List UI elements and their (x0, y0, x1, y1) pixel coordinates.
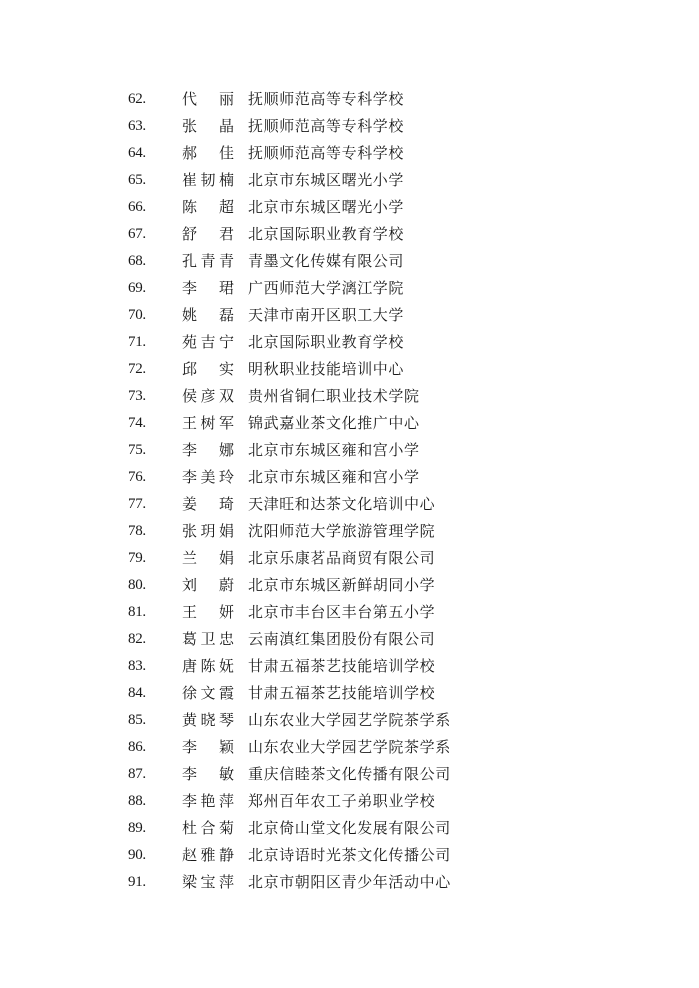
list-item (0, 410, 699, 437)
entry-person-name: 李 敏 (182, 765, 234, 783)
entry-person-name: 陈 超 (182, 198, 234, 216)
list-item (0, 626, 699, 653)
list-item (0, 302, 699, 329)
entry-person-name: 梁宝萍 (182, 873, 234, 891)
entry-organization: 抚顺师范高等专科学校 (248, 117, 405, 135)
entry-number: 63. (128, 118, 146, 134)
entry-number: 75. (128, 442, 146, 458)
entry-person-name: 苑吉宁 (182, 333, 234, 351)
entry-number: 66. (128, 199, 146, 215)
list-item (0, 815, 699, 842)
entry-number: 73. (128, 388, 146, 404)
entry-person-name: 姚 磊 (182, 306, 234, 324)
entry-person-name: 李 珺 (182, 279, 234, 297)
entry-number: 68. (128, 253, 146, 269)
entry-person-name: 黄晓琴 (182, 711, 234, 729)
list-item (0, 761, 699, 788)
entry-number: 89. (128, 820, 146, 836)
list-item (0, 599, 699, 626)
entry-number: 78. (128, 523, 146, 539)
list-item (0, 545, 699, 572)
entry-organization: 甘肃五福茶艺技能培训学校 (248, 684, 436, 702)
entry-number: 80. (128, 577, 146, 593)
entry-number: 77. (128, 496, 146, 512)
entry-person-name: 王树军 (182, 414, 234, 432)
entry-person-name: 李 颖 (182, 738, 234, 756)
entry-person-name: 王 妍 (182, 603, 234, 621)
entry-organization: 北京国际职业教育学校 (248, 225, 405, 243)
entry-organization: 北京国际职业教育学校 (248, 333, 405, 351)
entry-organization: 重庆信睦茶文化传播有限公司 (248, 765, 451, 783)
list-item (0, 329, 699, 356)
entry-organization: 北京市东城区曙光小学 (248, 198, 405, 216)
entry-number: 76. (128, 469, 146, 485)
entry-number: 82. (128, 631, 146, 647)
entry-person-name: 郝 佳 (182, 144, 234, 162)
entry-number: 88. (128, 793, 146, 809)
list-item (0, 248, 699, 275)
entry-organization: 北京乐康茗品商贸有限公司 (248, 549, 436, 567)
entry-person-name: 刘 蔚 (182, 576, 234, 594)
entry-person-name: 李美玲 (182, 468, 234, 486)
list-item (0, 518, 699, 545)
list-item (0, 383, 699, 410)
entry-organization: 北京倚山堂文化发展有限公司 (248, 819, 451, 837)
entry-organization: 北京市东城区新鲜胡同小学 (248, 576, 436, 594)
list-item (0, 491, 699, 518)
entry-person-name: 徐文霞 (182, 684, 234, 702)
entry-number: 62. (128, 91, 146, 107)
entry-number: 84. (128, 685, 146, 701)
list-item (0, 221, 699, 248)
entry-organization: 北京市东城区雍和宫小学 (248, 468, 420, 486)
entry-number: 83. (128, 658, 146, 674)
entry-organization: 北京市丰台区丰台第五小学 (248, 603, 436, 621)
list-item (0, 734, 699, 761)
entry-number: 69. (128, 280, 146, 296)
entry-number: 64. (128, 145, 146, 161)
entry-organization: 郑州百年农工子弟职业学校 (248, 792, 436, 810)
entry-organization: 青墨文化传媒有限公司 (248, 252, 405, 270)
list-item (0, 572, 699, 599)
entry-organization: 云南滇红集团股份有限公司 (248, 630, 436, 648)
entry-number: 87. (128, 766, 146, 782)
entry-person-name: 唐陈妩 (182, 657, 234, 675)
entry-organization: 山东农业大学园艺学院茶学系 (248, 738, 451, 756)
entry-number: 79. (128, 550, 146, 566)
entry-number: 81. (128, 604, 146, 620)
list-item (0, 842, 699, 869)
entry-person-name: 舒 君 (182, 225, 234, 243)
list-item (0, 437, 699, 464)
entry-person-name: 杜合菊 (182, 819, 234, 837)
entry-organization: 天津旺和达茶文化培训中心 (248, 495, 436, 513)
entry-person-name: 孔青青 (182, 252, 234, 270)
entry-number: 86. (128, 739, 146, 755)
entry-organization: 抚顺师范高等专科学校 (248, 90, 405, 108)
list-item (0, 653, 699, 680)
entry-number: 70. (128, 307, 146, 323)
list-item (0, 275, 699, 302)
list-item (0, 140, 699, 167)
entry-person-name: 崔韧楠 (182, 171, 234, 189)
list-item (0, 167, 699, 194)
entry-number: 85. (128, 712, 146, 728)
entry-person-name: 葛卫忠 (182, 630, 234, 648)
list-item (0, 869, 699, 896)
list-item (0, 194, 699, 221)
entry-organization: 沈阳师范大学旅游管理学院 (248, 522, 436, 540)
entry-number: 65. (128, 172, 146, 188)
entry-person-name: 代 丽 (182, 90, 234, 108)
list-item (0, 113, 699, 140)
entry-person-name: 李 娜 (182, 441, 234, 459)
list-item (0, 464, 699, 491)
entry-organization: 锦武嘉业茶文化推广中心 (248, 414, 420, 432)
entry-person-name: 赵雅静 (182, 846, 234, 864)
entry-organization: 北京市东城区曙光小学 (248, 171, 405, 189)
list-item (0, 680, 699, 707)
list-item (0, 86, 699, 113)
entry-organization: 广西师范大学漓江学院 (248, 279, 405, 297)
entry-organization: 贵州省铜仁职业技术学院 (248, 387, 420, 405)
entry-organization: 北京市朝阳区青少年活动中心 (248, 873, 451, 891)
entry-number: 67. (128, 226, 146, 242)
entry-organization: 抚顺师范高等专科学校 (248, 144, 405, 162)
name-list (0, 86, 699, 896)
entry-person-name: 侯彦双 (182, 387, 234, 405)
entry-organization: 明秋职业技能培训中心 (248, 360, 405, 378)
entry-person-name: 李艳萍 (182, 792, 234, 810)
entry-number: 90. (128, 847, 146, 863)
entry-person-name: 张 晶 (182, 117, 234, 135)
list-item (0, 788, 699, 815)
entry-organization: 山东农业大学园艺学院茶学系 (248, 711, 451, 729)
entry-person-name: 姜 琦 (182, 495, 234, 513)
list-item (0, 356, 699, 383)
entry-organization: 北京诗语时光茶文化传播公司 (248, 846, 451, 864)
entry-number: 72. (128, 361, 146, 377)
entry-organization: 北京市东城区雍和宫小学 (248, 441, 420, 459)
entry-organization: 天津市南开区职工大学 (248, 306, 405, 324)
entry-person-name: 张玥娟 (182, 522, 234, 540)
entry-number: 71. (128, 334, 146, 350)
entry-person-name: 邱 实 (182, 360, 234, 378)
list-item (0, 707, 699, 734)
entry-number: 91. (128, 874, 146, 890)
entry-organization: 甘肃五福茶艺技能培训学校 (248, 657, 436, 675)
entry-number: 74. (128, 415, 146, 431)
entry-person-name: 兰 娟 (182, 549, 234, 567)
